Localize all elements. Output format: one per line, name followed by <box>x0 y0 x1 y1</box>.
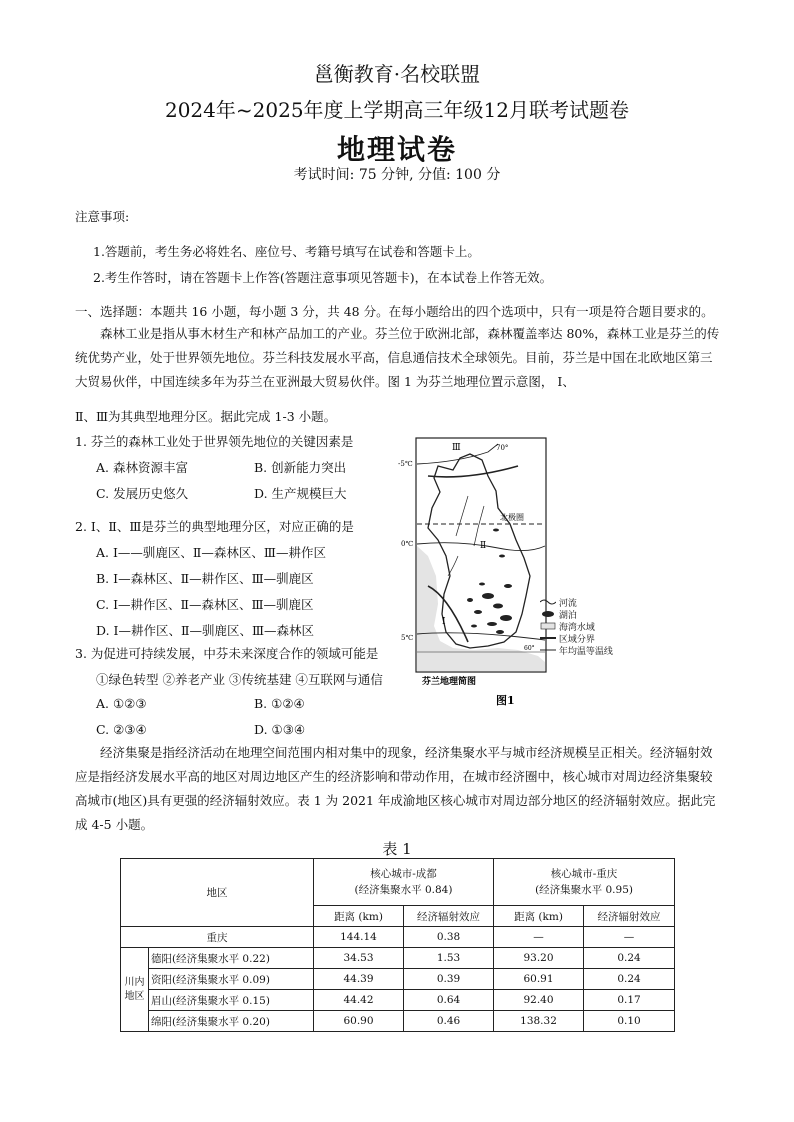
table-row: 重庆 144.14 0.38 — — <box>121 927 675 948</box>
dist-header: 距离 (km) <box>494 906 584 927</box>
exam-meta: 考试时间: 75 分钟, 分值: 100 分 <box>293 167 501 183</box>
question-2-option-b: B. Ⅰ—森林区、Ⅱ—耕作区、Ⅲ—驯鹿区 <box>96 571 314 586</box>
map-legend <box>540 598 613 658</box>
latitude-70-label: 70° <box>496 444 509 452</box>
question-3-choices: ①绿色转型 ②养老产业 ③传统基建 ④互联网与通信 <box>96 672 383 687</box>
passage-2: 经济集聚是指经济活动在地理空间范围内相对集中的现象，经济集聚水平与城市经济规模呈正相关。经济辐射效应是指经济发展水平高的地区对周边地区产生的经济影响和带动作用，在城市经济圈中，核心城市对周边经济集聚较高城市(地区)具有更强的经济辐射效应。表 1 为 2021 年成渝地区核心城市对周边部分地区的经济辐射效应。据此完成 4-5 小题。 <box>75 745 716 832</box>
question-1-option-d: D. 生产规模巨大 <box>254 486 347 501</box>
notice-heading: 注意事项: <box>75 209 130 224</box>
legend-boundary: 区域分界 <box>558 635 595 645</box>
section-intro: 一、选择题：本题共 16 小题，每小题 3 分，共 48 分。在每小题给出的四个选项中，只有一项是符合题目要求的。 <box>75 304 714 319</box>
question-2-stem: 2. Ⅰ、Ⅱ、Ⅲ是芬兰的典型地理分区，对应正确的是 <box>75 519 354 534</box>
region-header: 地区 <box>121 859 314 927</box>
question-2-option-c: C. Ⅰ—耕作区、Ⅱ—森林区、Ⅲ—驯鹿区 <box>96 597 314 612</box>
finland-map <box>398 436 558 716</box>
effect-header: 经济辐射效应 <box>584 906 675 927</box>
legend-isotherm: 年均温等温线 <box>558 647 613 657</box>
chongqing-header: 核心城市-重庆 (经济集聚水平 0.95) <box>494 859 675 906</box>
question-3-option-a: A. ①②③ <box>96 696 147 711</box>
region-label-iii: Ⅲ <box>452 443 461 453</box>
legend-sea: 海湾水域 <box>540 622 613 634</box>
arctic-circle-label: 北极圈 <box>500 513 524 522</box>
question-3-option-b: B. ①②④ <box>254 696 305 711</box>
passage-1-end: Ⅱ、Ⅲ为其典型地理分区。据此完成 1-3 小题。 <box>75 409 337 424</box>
dist-header: 距离 (km) <box>314 906 404 927</box>
table-row: 川内地区 德阳(经济集聚水平 0.22) 34.53 1.53 93.20 0.24 <box>121 948 675 969</box>
effect-header: 经济辐射效应 <box>404 906 494 927</box>
legend-river: 河流 <box>540 598 613 610</box>
isotherm-label: -5℃ <box>398 460 413 468</box>
map-title: 芬兰地理简图 <box>422 677 477 687</box>
table-row: 眉山(经济集聚水平 0.15) 44.42 0.64 92.40 0.17 <box>121 990 675 1011</box>
notice-item: 2.考生作答时，请在答题卡上作答(答题注意事项见答题卡)，在本试卷上作答无效。 <box>93 270 553 285</box>
figure-1 <box>398 436 558 716</box>
exam-org: 邕衡教育·名校联盟 <box>313 62 481 86</box>
question-1-option-a: A. 森林资源丰富 <box>96 460 188 475</box>
question-3-option-c: C. ②③④ <box>96 722 147 737</box>
page-title: 地理试卷 <box>336 133 457 166</box>
question-3-stem: 3. 为促进可持续发展，中芬未来深度合作的领域可能是 <box>75 646 379 661</box>
region-label-i: Ⅰ <box>442 617 446 627</box>
exam-name: 2024年~2025年度上学期高三年级12月联考试题卷 <box>164 98 629 122</box>
question-1-option-b: B. 创新能力突出 <box>254 460 347 475</box>
group-label: 川内地区 <box>121 948 149 1032</box>
table-row: 资阳(经济集聚水平 0.09) 44.39 0.39 60.91 0.24 <box>121 969 675 990</box>
figure-caption: 图1 <box>496 694 515 707</box>
notice-item: 1.答题前，考生务必将姓名、座位号、考籍号填写在试卷和答题卡上。 <box>93 244 480 259</box>
table-1 <box>120 858 675 1032</box>
isotherm-label: 5℃ <box>401 634 414 642</box>
legend-lake: 湖泊 <box>540 610 613 622</box>
question-2-option-a: A. Ⅰ——驯鹿区、Ⅱ—森林区、Ⅲ—耕作区 <box>96 545 326 560</box>
region-label-ii: Ⅱ <box>480 541 487 551</box>
latitude-60-label: 60° <box>524 645 535 652</box>
chengdu-header: 核心城市-成都 (经济集聚水平 0.84) <box>314 859 494 906</box>
table-caption: 表 1 <box>382 840 412 858</box>
question-3-option-d: D. ①③④ <box>254 722 306 737</box>
question-2-option-d: D. Ⅰ—耕作区、Ⅱ—驯鹿区、Ⅲ—森林区 <box>96 623 315 638</box>
passage-1: 森林工业是指从事木材生产和林产品加工的产业。芬兰位于欧洲北部，森林覆盖率达 80%，森林工业是芬兰的传统优势产业，处于世界领先地位。芬兰科技发展水平高，信息通信技术全球领先。目前，芬兰是中国在北欧地区第三大贸易伙伴，中国连续多年为芬兰在亚洲最大贸易伙伴。图 1 为芬兰地理位置示意图， Ⅰ、 <box>75 326 720 389</box>
question-1-stem: 1. 芬兰的森林工业处于世界领先地位的关键因素是 <box>75 434 354 449</box>
question-1-option-c: C. 发展历史悠久 <box>96 486 189 501</box>
isotherm-label: 0℃ <box>401 540 414 548</box>
table-row: 绵阳(经济集聚水平 0.20) 60.90 0.46 138.32 0.10 <box>121 1011 675 1032</box>
